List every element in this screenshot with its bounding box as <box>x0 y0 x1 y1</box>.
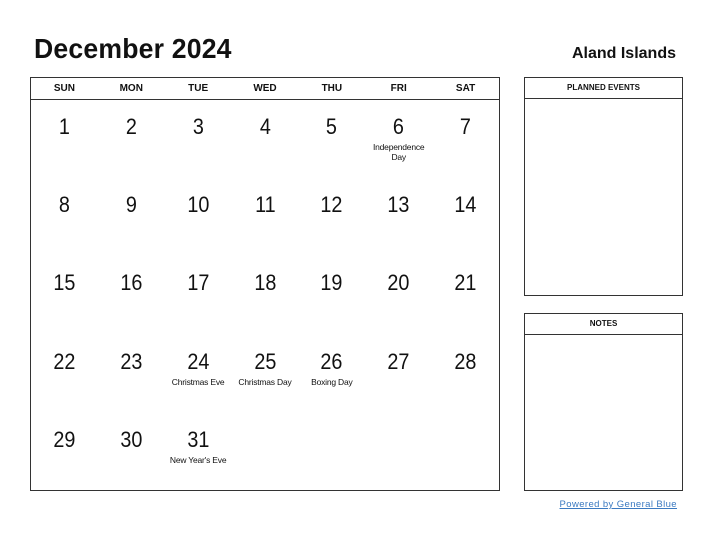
day-cell <box>298 178 365 256</box>
day-number: 9 <box>125 192 137 218</box>
day-cell <box>432 100 499 178</box>
day-number: 23 <box>120 348 143 374</box>
day-cell <box>98 335 165 413</box>
day-cell <box>232 256 299 334</box>
day-cell <box>365 256 432 334</box>
day-cell <box>98 178 165 256</box>
weekday-header-row <box>31 78 499 100</box>
holiday-label: Boxing Day <box>311 376 353 387</box>
day-number: 16 <box>120 270 143 296</box>
notes-heading: NOTES <box>525 314 682 335</box>
day-cell <box>165 100 232 178</box>
day-number: 7 <box>460 114 472 139</box>
day-number: 28 <box>454 348 477 374</box>
day-number: 29 <box>53 426 76 452</box>
day-number: 13 <box>387 192 410 218</box>
page-title: December 2024 <box>34 33 232 64</box>
day-cell <box>165 335 232 413</box>
weekday-label: TUE <box>188 83 209 94</box>
day-cell <box>31 100 98 178</box>
day-number: 12 <box>320 192 343 218</box>
day-cell <box>432 335 499 413</box>
day-number: 21 <box>454 270 477 296</box>
day-cell <box>232 335 299 413</box>
day-cell <box>232 413 299 491</box>
day-cell <box>232 178 299 256</box>
day-cell <box>298 100 365 178</box>
day-cell <box>365 413 432 491</box>
holiday-label: Christmas Eve <box>171 376 225 387</box>
day-cell <box>298 335 365 413</box>
weekday-label: SAT <box>455 83 476 94</box>
day-cell <box>365 178 432 256</box>
day-cell <box>365 100 432 178</box>
day-number: 19 <box>320 270 343 296</box>
day-cell <box>98 413 165 491</box>
day-number: 14 <box>454 192 477 218</box>
day-cell <box>165 256 232 334</box>
day-cell <box>432 413 499 491</box>
day-number: 10 <box>187 192 210 218</box>
day-number: 20 <box>387 270 410 296</box>
holiday-label: Independence Day <box>372 142 425 162</box>
day-number: 5 <box>326 114 338 139</box>
day-number: 4 <box>259 114 271 139</box>
powered-by-link[interactable]: Powered by General Blue <box>559 499 677 510</box>
day-cell <box>98 100 165 178</box>
day-number: 25 <box>253 348 277 374</box>
day-number: 24 <box>187 348 210 374</box>
day-cell <box>31 413 98 491</box>
weekday-label: SUN <box>53 83 75 94</box>
day-number: 6 <box>393 114 405 139</box>
day-number: 8 <box>58 192 70 218</box>
weekday-label: THU <box>321 83 343 94</box>
region-label: Aland Islands <box>571 45 676 62</box>
weekday-label: FRI <box>390 83 407 94</box>
holiday-label: Christmas Day <box>238 376 292 387</box>
day-cell <box>432 178 499 256</box>
day-number: 30 <box>120 426 143 452</box>
day-cell <box>165 413 232 491</box>
notes-panel <box>524 313 683 491</box>
day-cell <box>232 100 299 178</box>
day-number: 22 <box>53 348 76 374</box>
day-number: 11 <box>254 192 276 218</box>
day-cell <box>432 256 499 334</box>
day-cell <box>165 178 232 256</box>
calendar-grid <box>30 77 500 491</box>
day-number: 26 <box>320 348 343 374</box>
day-number: 15 <box>53 270 76 296</box>
day-cell <box>365 335 432 413</box>
weekday-label: MON <box>119 83 143 94</box>
calendar-days <box>31 100 499 491</box>
day-number: 18 <box>253 270 277 296</box>
weekday-label: WED <box>253 83 277 94</box>
planned-events-heading: PLANNED EVENTS <box>525 78 682 99</box>
day-number: 2 <box>125 114 137 139</box>
day-cell <box>298 256 365 334</box>
day-number: 1 <box>58 114 70 139</box>
day-cell <box>31 256 98 334</box>
day-cell <box>31 335 98 413</box>
day-cell <box>31 178 98 256</box>
day-cell <box>298 413 365 491</box>
day-number: 3 <box>192 114 204 139</box>
day-number: 27 <box>387 348 410 374</box>
day-cell <box>98 256 165 334</box>
day-number: 31 <box>187 426 210 452</box>
planned-events-panel <box>524 77 683 296</box>
holiday-label: New Year's Eve <box>169 454 227 465</box>
day-number: 17 <box>187 270 210 296</box>
